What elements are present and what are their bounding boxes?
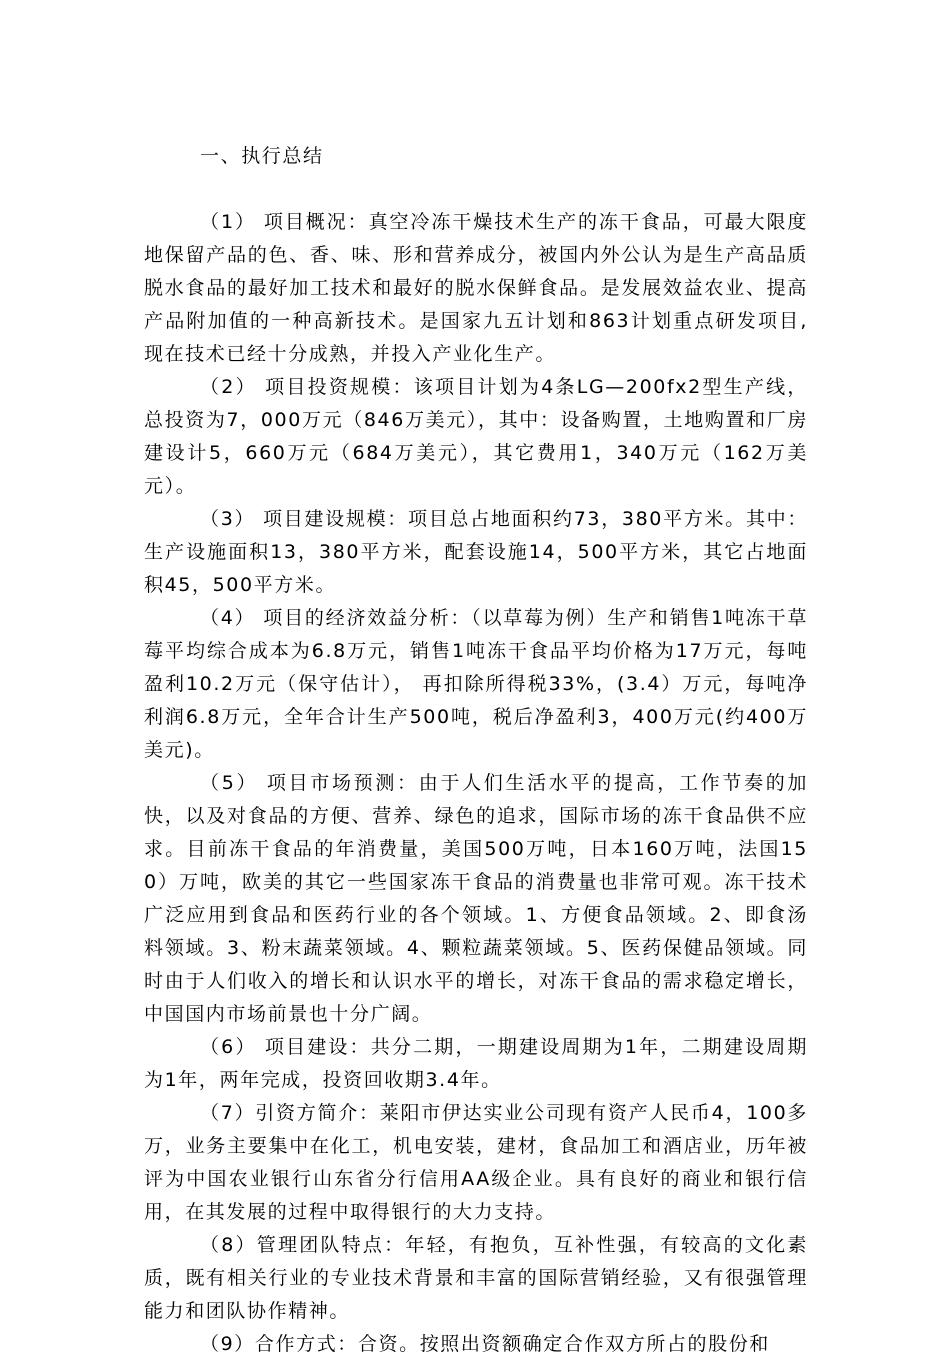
paragraph-project-construction: （6） 项目建设：共分二期，一期建设周期为1年，二期建设周期为1年，两年完成，投资回收期3.4年。 [144,1036,808,1091]
paragraph-investment-scale: （2） 项目投资规模：该项目计划为4条LG—200fx2型生产线，总投资为7，000万元（846万美元），其中：设备购置，土地购置和厂房建设计5，660万元（684万美元），其它费用1，340万元（162万美元）。 [144,376,808,497]
document-body [144,140,808,1361]
heading-spacer [144,173,808,206]
paragraph-management-team: （8）管理团队特点：年轻，有抱负，互补性强，有较高的文化素质，既有相关行业的专业技术背景和丰富的国际营销经验，又有很强管理能力和团队协作精神。 [144,1234,808,1322]
section-heading: 一、执行总结 [200,145,324,167]
paragraph-project-overview: （1） 项目概况：真空冷冻干燥技术生产的冻干食品，可最大限度地保留产品的色、香、味、形和营养成分，被国内外公认为是生产高品质脱水食品的最好加工技术和最好的脱水保鲜食品。是发展效益农业、提高产品附加值的一种高新技术。是国家九五计划和863计划重点研发项目,现在技术已经十分成熟，并投入产业化生产。 [144,211,808,365]
paragraph-economic-analysis: （4） 项目的经济效益分析：（以草莓为例）生产和销售1吨冻干草莓平均综合成本为6.8万元，销售1吨冻干食品平均价格为17万元，每吨盈利10.2万元（保守估计）， 再扣除所得税33%，(3.4）万元，每吨净利润6.8万元，全年合计生产500吨，税后净盈利3，400万元(约400万美元)。 [144,607,808,761]
paragraph-cooperation-mode: （9）合作方式：合资。按照出资额确定合作双方所占的股份和 [200,1333,770,1355]
paragraph-investor-profile: （7）引资方简介：莱阳市伊达实业公司现有资产人民币4，100多万，业务主要集中在化工，机电安装，建材，食品加工和酒店业，历年被评为中国农业银行山东省分行信用AA级企业。具有良好的商业和银行信用，在其发展的过程中取得银行的大力支持。 [144,1102,808,1223]
paragraph-construction-scale: （3） 项目建设规模：项目总占地面积约73，380平方米。其中：生产设施面积13，380平方米，配套设施14，500平方米，其它占地面积45，500平方米。 [144,508,808,596]
paragraph-market-forecast: （5） 项目市场预测：由于人们生活水平的提高，工作节奏的加快，以及对食品的方便、营养、绿色的追求，国际市场的冻干食品供不应求。目前冻干食品的年消费量，美国500万吨，日本160万吨，法国150）万吨，欧美的其它一些国家冻干食品的消费量也非常可观。冻干技术广泛应用到食品和医药行业的各个领域。1、方便食品领域。2、即食汤料领域。3、粉末蔬菜领域。4、颗粒蔬菜领域。5、医药保健品领域。同时由于人们收入的增长和认识水平的增长，对冻干食品的需求稳定增长，中国国内市场前景也十分广阔。 [144,772,808,1025]
